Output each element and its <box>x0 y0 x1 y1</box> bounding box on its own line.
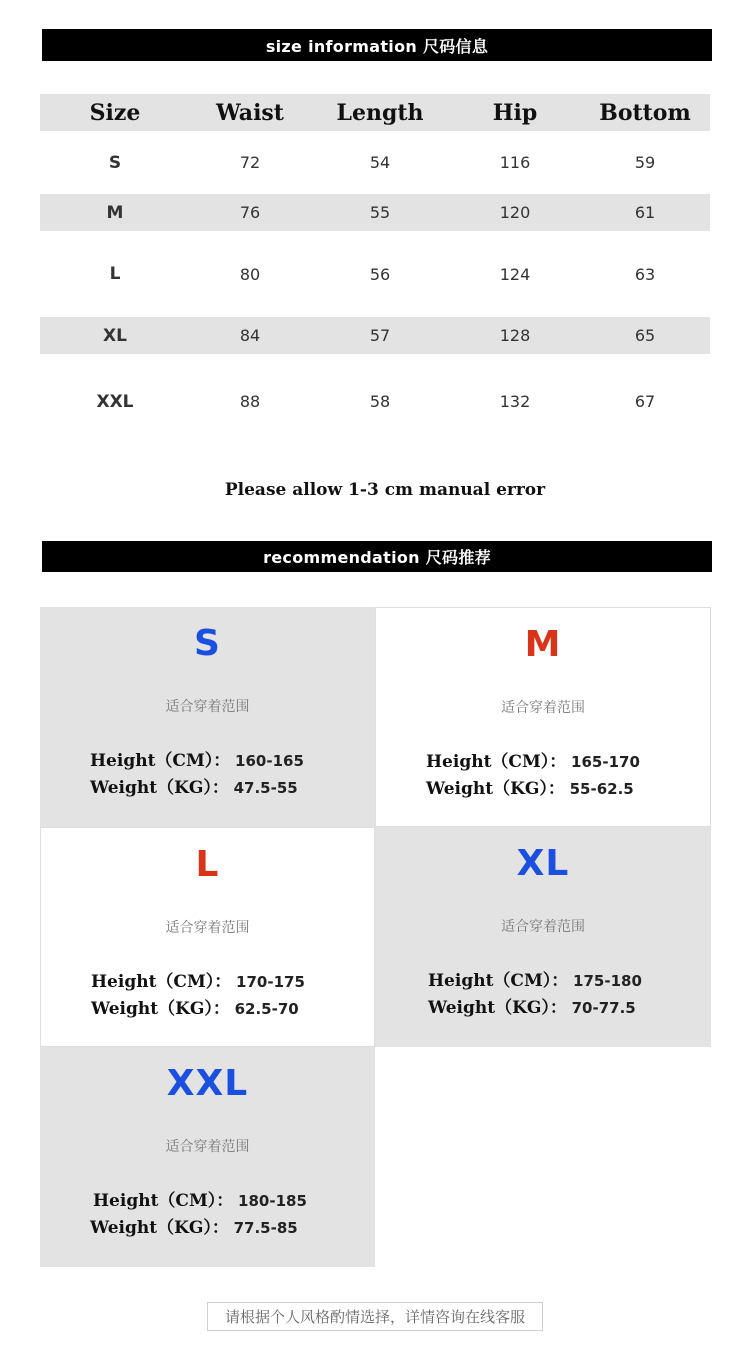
length-cell: 55 <box>310 194 450 231</box>
size-cell: XXL <box>96 391 134 412</box>
size-cell: S <box>108 152 122 173</box>
fit-range-label: 适合穿着范围 <box>501 918 585 934</box>
weight-label: Weight（KG）： <box>426 779 565 799</box>
recommendation-grid <box>40 607 711 1267</box>
weight-line <box>91 994 299 1019</box>
height-label: Height（CM）： <box>428 971 569 991</box>
waist-cell: 88 <box>239 392 261 411</box>
height-line <box>428 966 642 991</box>
height-line <box>91 967 305 992</box>
size-card-letter: M <box>524 624 562 665</box>
table-row <box>40 317 710 354</box>
column-header-hip: Hip <box>450 94 580 131</box>
hip-cell: 124 <box>499 264 531 284</box>
height-value: 170-175 <box>236 973 305 991</box>
weight-line <box>90 773 298 798</box>
weight-label: Weight（KG）： <box>428 998 567 1018</box>
length-cell: 54 <box>369 153 391 172</box>
weight-line <box>428 993 636 1018</box>
size-information-banner <box>42 29 712 61</box>
weight-line <box>426 774 634 799</box>
table-row <box>40 194 710 231</box>
table-row <box>40 231 710 317</box>
bottom-cell: 59 <box>634 153 656 172</box>
fit-range-label: 适合穿着范围 <box>501 699 585 715</box>
weight-label: Weight（KG）： <box>90 778 229 798</box>
height-value: 180-185 <box>238 1192 307 1210</box>
height-label: Height（CM）： <box>90 751 231 771</box>
weight-label: Weight（KG）： <box>90 1218 229 1238</box>
hip-cell: 116 <box>499 153 531 172</box>
size-cell: XL <box>40 317 190 354</box>
length-cell: 57 <box>310 317 450 354</box>
size-card-l <box>40 827 375 1047</box>
height-label: Height（CM）： <box>93 1191 234 1211</box>
size-card-letter: XL <box>516 843 570 884</box>
waist-cell: 84 <box>190 317 310 354</box>
length-cell: 58 <box>369 392 391 411</box>
size-card-s <box>40 607 375 827</box>
column-header-bottom: Bottom <box>580 94 710 131</box>
bottom-cell: 61 <box>580 194 710 231</box>
waist-cell: 80 <box>239 264 261 284</box>
size-card-m <box>375 607 711 827</box>
bottom-cell: 65 <box>580 317 710 354</box>
hip-cell: 128 <box>450 317 580 354</box>
height-line <box>426 747 640 772</box>
fit-range-label: 适合穿着范围 <box>165 698 250 714</box>
size-cell: M <box>40 194 190 231</box>
fit-range-label: 适合穿着范围 <box>165 1138 250 1154</box>
size-card-xl <box>375 827 711 1047</box>
height-value: 175-180 <box>573 972 642 990</box>
hip-cell: 132 <box>499 392 531 411</box>
weight-line <box>90 1213 298 1238</box>
customer-service-note: 请根据个人风格酌情选择，详情咨询在线客服 <box>207 1302 543 1331</box>
height-line <box>93 1186 307 1211</box>
height-label: Height（CM）： <box>91 972 232 992</box>
hip-cell: 120 <box>450 194 580 231</box>
weight-value: 62.5-70 <box>234 1000 299 1018</box>
height-line <box>90 746 304 771</box>
weight-value: 47.5-55 <box>233 779 298 797</box>
size-cell: L <box>109 264 121 284</box>
height-value: 165-170 <box>571 753 640 771</box>
height-value: 160-165 <box>235 752 304 770</box>
column-header-size: Size <box>40 94 190 131</box>
size-card-xxl <box>40 1047 375 1267</box>
column-header-waist: Waist <box>190 94 310 131</box>
length-cell: 56 <box>369 264 391 284</box>
waist-cell: 72 <box>239 153 261 172</box>
size-table <box>40 94 710 449</box>
waist-cell: 76 <box>190 194 310 231</box>
weight-value: 55-62.5 <box>569 780 634 798</box>
recommendation-banner <box>42 541 712 572</box>
column-header-length: Length <box>310 94 450 131</box>
table-row <box>40 354 710 449</box>
table-row <box>40 131 710 194</box>
size-card-letter: S <box>194 623 221 664</box>
weight-value: 77.5-85 <box>233 1219 298 1237</box>
bottom-cell: 67 <box>634 392 656 411</box>
bottom-cell: 63 <box>634 264 656 284</box>
weight-value: 70-77.5 <box>571 999 636 1017</box>
weight-label: Weight（KG）： <box>91 999 230 1019</box>
size-information-title: size information 尺码信息 <box>265 36 489 56</box>
height-label: Height（CM）： <box>426 752 567 772</box>
measurement-error-note: Please allow 1-3 cm manual error <box>224 480 546 500</box>
size-table-header <box>40 94 710 131</box>
size-card-letter: L <box>195 844 220 885</box>
recommendation-title: recommendation 尺码推荐 <box>263 548 491 567</box>
size-card-letter: XXL <box>166 1063 249 1104</box>
fit-range-label: 适合穿着范围 <box>165 919 250 935</box>
